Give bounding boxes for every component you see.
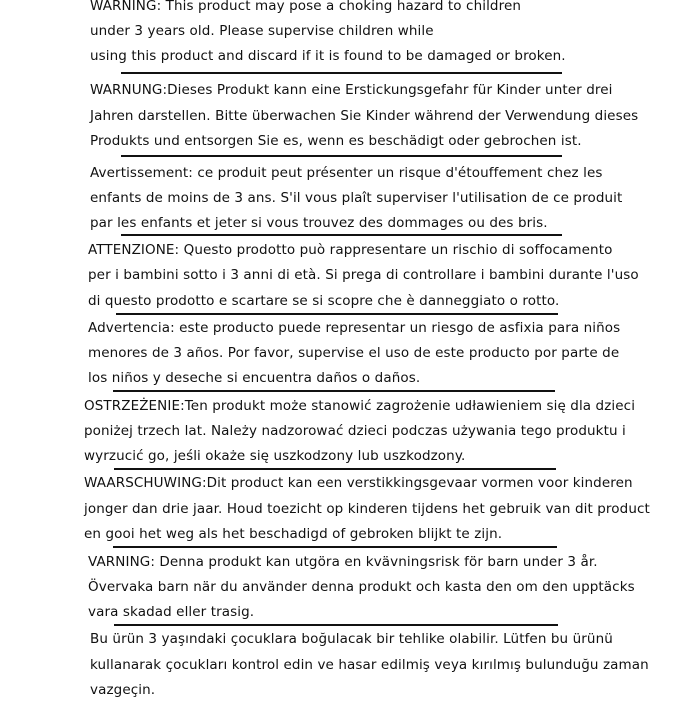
warning-swedish-line-2: Övervaka barn när du använder denna produkt och kasta den om den upptäcks <box>88 579 635 595</box>
separator-line <box>113 390 555 392</box>
warning-polish-line-3: wyrzucić go, jeśli okaże się uszkodzony lub uszkodzony. <box>84 448 466 464</box>
warning-french-line-2: enfants de moins de 3 ans. S'il vous plaît superviser l'utilisation de ce produit <box>90 190 623 206</box>
warning-spanish-line-3: los niños y deseche si encuentra daños o daños. <box>88 370 421 386</box>
warning-german-line-1: WARNUNG:Dieses Produkt kann eine Erstickungsgefahr für Kinder unter drei <box>90 82 613 98</box>
warning-spanish-line-2: menores de 3 años. Por favor, supervise el uso de este producto por parte de <box>88 345 620 361</box>
warning-polish-line-1: OSTRZEŻENIE:Ten produkt może stanowić zagrożenie udławieniem się dla dzieci <box>84 398 636 414</box>
separator-line <box>121 234 562 236</box>
warning-turkish-line-3: vazgeçin. <box>90 682 156 698</box>
warning-turkish-line-2: kullanarak çocukları kontrol edin ve hasar edilmiş veya kırılmış bulunduğu zaman <box>90 657 649 673</box>
warning-german-line-2: Jahren darstellen. Bitte überwachen Sie Kinder während der Verwendung dieses <box>90 108 639 124</box>
warning-spanish-line-1: Advertencia: este producto puede representar un riesgo de asfixia para niños <box>88 320 621 336</box>
warning-french-line-1: Avertissement: ce produit peut présenter un risque d'étouffement chez les <box>90 165 603 181</box>
warning-turkish-line-1: Bu ürün 3 yaşındaki çocuklara boğulacak bir tehlike olabilir. Lütfen bu ürünü <box>90 631 613 647</box>
separator-line <box>121 72 562 74</box>
warning-german-line-3: Produkts und entsorgen Sie es, wenn es beschädigt oder gebrochen ist. <box>90 133 582 149</box>
warning-dutch-line-1: WAARSCHUWING:Dit product kan een verstikkingsgevaar vormen voor kinderen <box>84 475 633 491</box>
separator-line <box>121 155 562 157</box>
warning-italian-line-2: per i bambini sotto i 3 anni di età. Si prega di controllare i bambini durante l'uso <box>88 267 639 283</box>
warning-italian-line-3: di questo prodotto e scartare se si scopre che è danneggiato o rotto. <box>88 293 560 309</box>
warning-english-line-1: WARNING: This product may pose a choking hazard to children <box>90 0 522 14</box>
warning-swedish-line-1: VARNING: Denna produkt kan utgöra en kvävningsrisk för barn under 3 år. <box>88 554 598 570</box>
warning-italian-line-1: ATTENZIONE: Questo prodotto può rappresentare un rischio di soffocamento <box>88 242 613 258</box>
warning-polish-line-2: poniżej trzech lat. Należy nadzorować dzieci podczas używania tego produktu i <box>84 423 626 439</box>
warning-english-line-3: using this product and discard if it is found to be damaged or broken. <box>90 48 566 64</box>
warning-french-line-3: par les enfants et jeter si vous trouvez des dommages ou des bris. <box>90 215 548 231</box>
warning-dutch-line-3: en gooi het weg als het beschadigd of gebroken blijkt te zijn. <box>84 526 503 542</box>
warning-english-line-2: under 3 years old. Please supervise children while <box>90 23 434 39</box>
warning-swedish-line-3: vara skadad eller trasig. <box>88 604 255 620</box>
separator-line <box>113 546 557 548</box>
warning-dutch-line-2: jonger dan drie jaar. Houd toezicht op kinderen tijdens het gebruik van dit product <box>84 501 650 517</box>
